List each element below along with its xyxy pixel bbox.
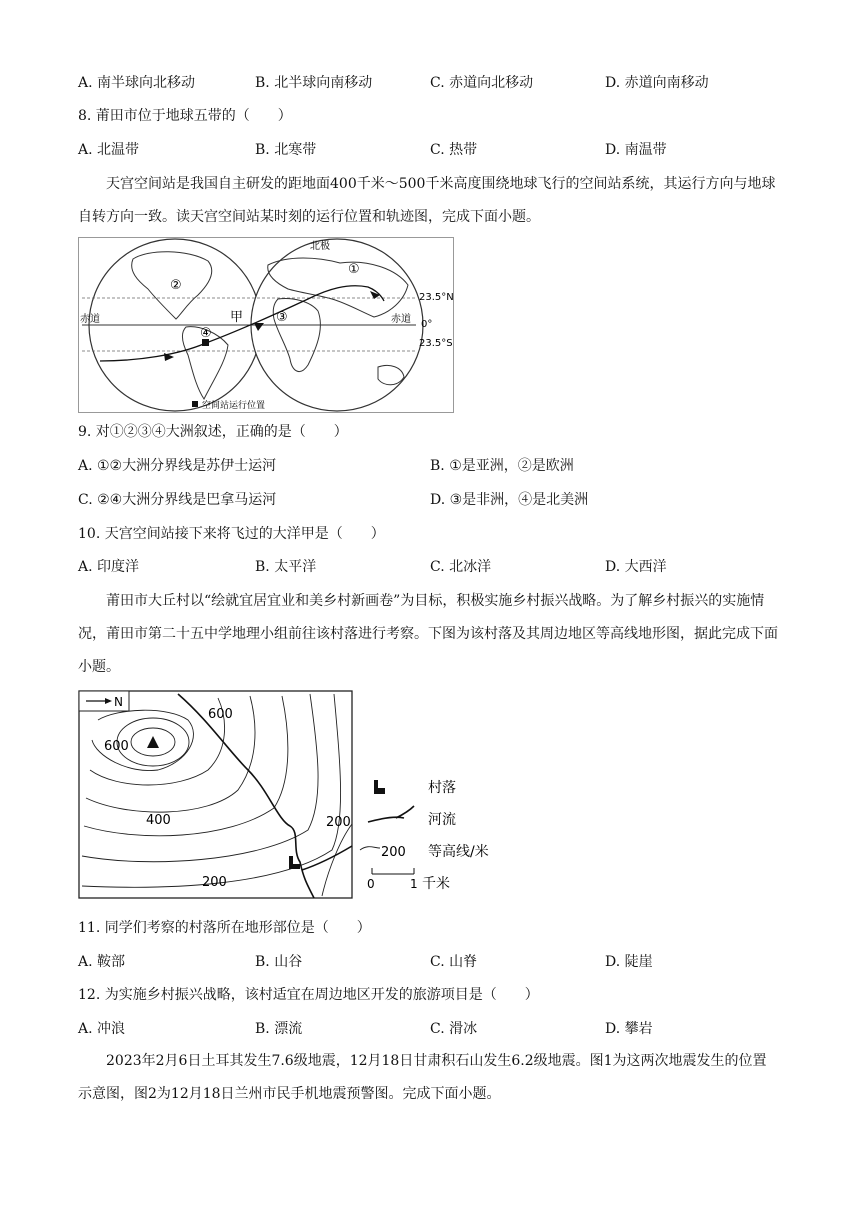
q12-stem: 12. 为实施乡村振兴战略，该村适宜在周边地区开发的旅游项目是（ ） bbox=[78, 987, 539, 1003]
continent-3-label: ③ bbox=[276, 310, 288, 325]
lat-23-5s-label: 23.5°S bbox=[419, 338, 453, 349]
continent-4-label: ④ bbox=[200, 326, 212, 341]
legend-contour-value: 200 bbox=[381, 845, 406, 860]
q11-option-d: D. 陡崖 bbox=[605, 954, 653, 970]
contour-label-400: 400 bbox=[146, 813, 171, 828]
q9-stem: 9. 对①②③④大洲叙述，正确的是（ ） bbox=[78, 424, 348, 440]
scale-unit-label: 千米 bbox=[422, 876, 450, 892]
q9-option-d: D. ③是非洲，④是北美洲 bbox=[430, 492, 589, 508]
contour-label-200-a: 200 bbox=[326, 815, 351, 830]
legend-contour-label: 等高线/米 bbox=[428, 844, 489, 860]
q11-option-a: A. 鞍部 bbox=[78, 954, 126, 970]
q12-option-a: A. 冲浪 bbox=[78, 1021, 126, 1037]
q12-option-b: B. 漂流 bbox=[255, 1021, 303, 1037]
q7-option-b: B. 北半球向南移动 bbox=[255, 75, 373, 91]
q8-stem: 8. 莆田市位于地球五带的（ ） bbox=[78, 108, 292, 124]
q7-option-c: C. 赤道向北移动 bbox=[430, 75, 534, 91]
world-map-figure bbox=[78, 237, 454, 413]
q12-option-d: D. 攀岩 bbox=[605, 1021, 653, 1037]
north-pole-label: 北极 bbox=[310, 241, 330, 252]
legend-village-label: 村落 bbox=[428, 780, 456, 796]
q10-stem: 10. 天宫空间站接下来将飞过的大洋甲是（ ） bbox=[78, 526, 385, 542]
q8-option-b: B. 北寒带 bbox=[255, 142, 317, 158]
q12-option-c: C. 滑冰 bbox=[430, 1021, 478, 1037]
scale-0-label: 0 bbox=[367, 877, 375, 891]
q10-option-c: C. 北冰洋 bbox=[430, 559, 492, 575]
intro-earthquake: 2023年2月6日土耳其发生7.6级地震，12月18日甘肃积石山发生6.2级地震。图1为这两次地震发生的位置示意图，图2为12月18日兰州市民手机地震预警图。完成下面小题。 bbox=[78, 1053, 767, 1102]
contour-label-600-a: 600 bbox=[208, 707, 233, 722]
contour-map-figure bbox=[78, 690, 518, 900]
legend-station-label: 空间站运行位置 bbox=[202, 401, 266, 411]
q11-option-b: B. 山谷 bbox=[255, 954, 303, 970]
q11-option-c: C. 山脊 bbox=[430, 954, 478, 970]
lat-0-label: 0° bbox=[421, 319, 433, 330]
q8-option-a: A. 北温带 bbox=[78, 142, 140, 158]
q10-option-a: A. 印度洋 bbox=[78, 559, 140, 575]
q7-option-d: D. 赤道向南移动 bbox=[605, 75, 709, 91]
jia-label: 甲 bbox=[230, 310, 244, 325]
north-arrow-label: N bbox=[114, 695, 123, 709]
contour-label-200-b: 200 bbox=[202, 875, 227, 890]
q10-option-b: B. 太平洋 bbox=[255, 559, 317, 575]
continent-1-label: ① bbox=[348, 262, 360, 277]
legend-river-label: 河流 bbox=[428, 812, 456, 828]
q8-option-d: D. 南温带 bbox=[605, 142, 667, 158]
scale-1-label: 1 bbox=[410, 877, 418, 891]
q9-option-c: C. ②④大洲分界线是巴拿马运河 bbox=[78, 492, 277, 508]
equator-right-label: 赤道 bbox=[391, 314, 411, 325]
q9-option-a: A. ①②大洲分界线是苏伊士运河 bbox=[78, 458, 277, 474]
q7-option-a: A. 南半球向北移动 bbox=[78, 75, 196, 91]
continent-2-label: ② bbox=[170, 278, 182, 293]
q8-option-c: C. 热带 bbox=[430, 142, 478, 158]
q10-option-d: D. 大西洋 bbox=[605, 559, 667, 575]
lat-23-5n-label: 23.5°N bbox=[419, 292, 454, 303]
intro-village: 莆田市大丘村以“绘就宜居宜业和美乡村新画卷”为目标，积极实施乡村振兴战略。为了解乡村振兴的实施情况，莆田市第二十五中学地理小组前往该村落进行考察。下图为该村落及其周边地区等高线地形图，据此完成下面小题。 bbox=[78, 593, 778, 675]
q11-stem: 11. 同学们考察的村落所在地形部位是（ ） bbox=[78, 920, 371, 936]
q9-option-b: B. ①是亚洲，②是欧洲 bbox=[430, 458, 574, 474]
equator-left-label: 赤道 bbox=[80, 314, 100, 325]
intro-space-station: 天宫空间站是我国自主研发的距地面400千米～500千米高度围绕地球飞行的空间站系统，其运行方向与地球自转方向一致。读天宫空间站某时刻的运行位置和轨迹图，完成下面小题。 bbox=[78, 176, 776, 225]
contour-label-600-b: 600 bbox=[104, 739, 129, 754]
